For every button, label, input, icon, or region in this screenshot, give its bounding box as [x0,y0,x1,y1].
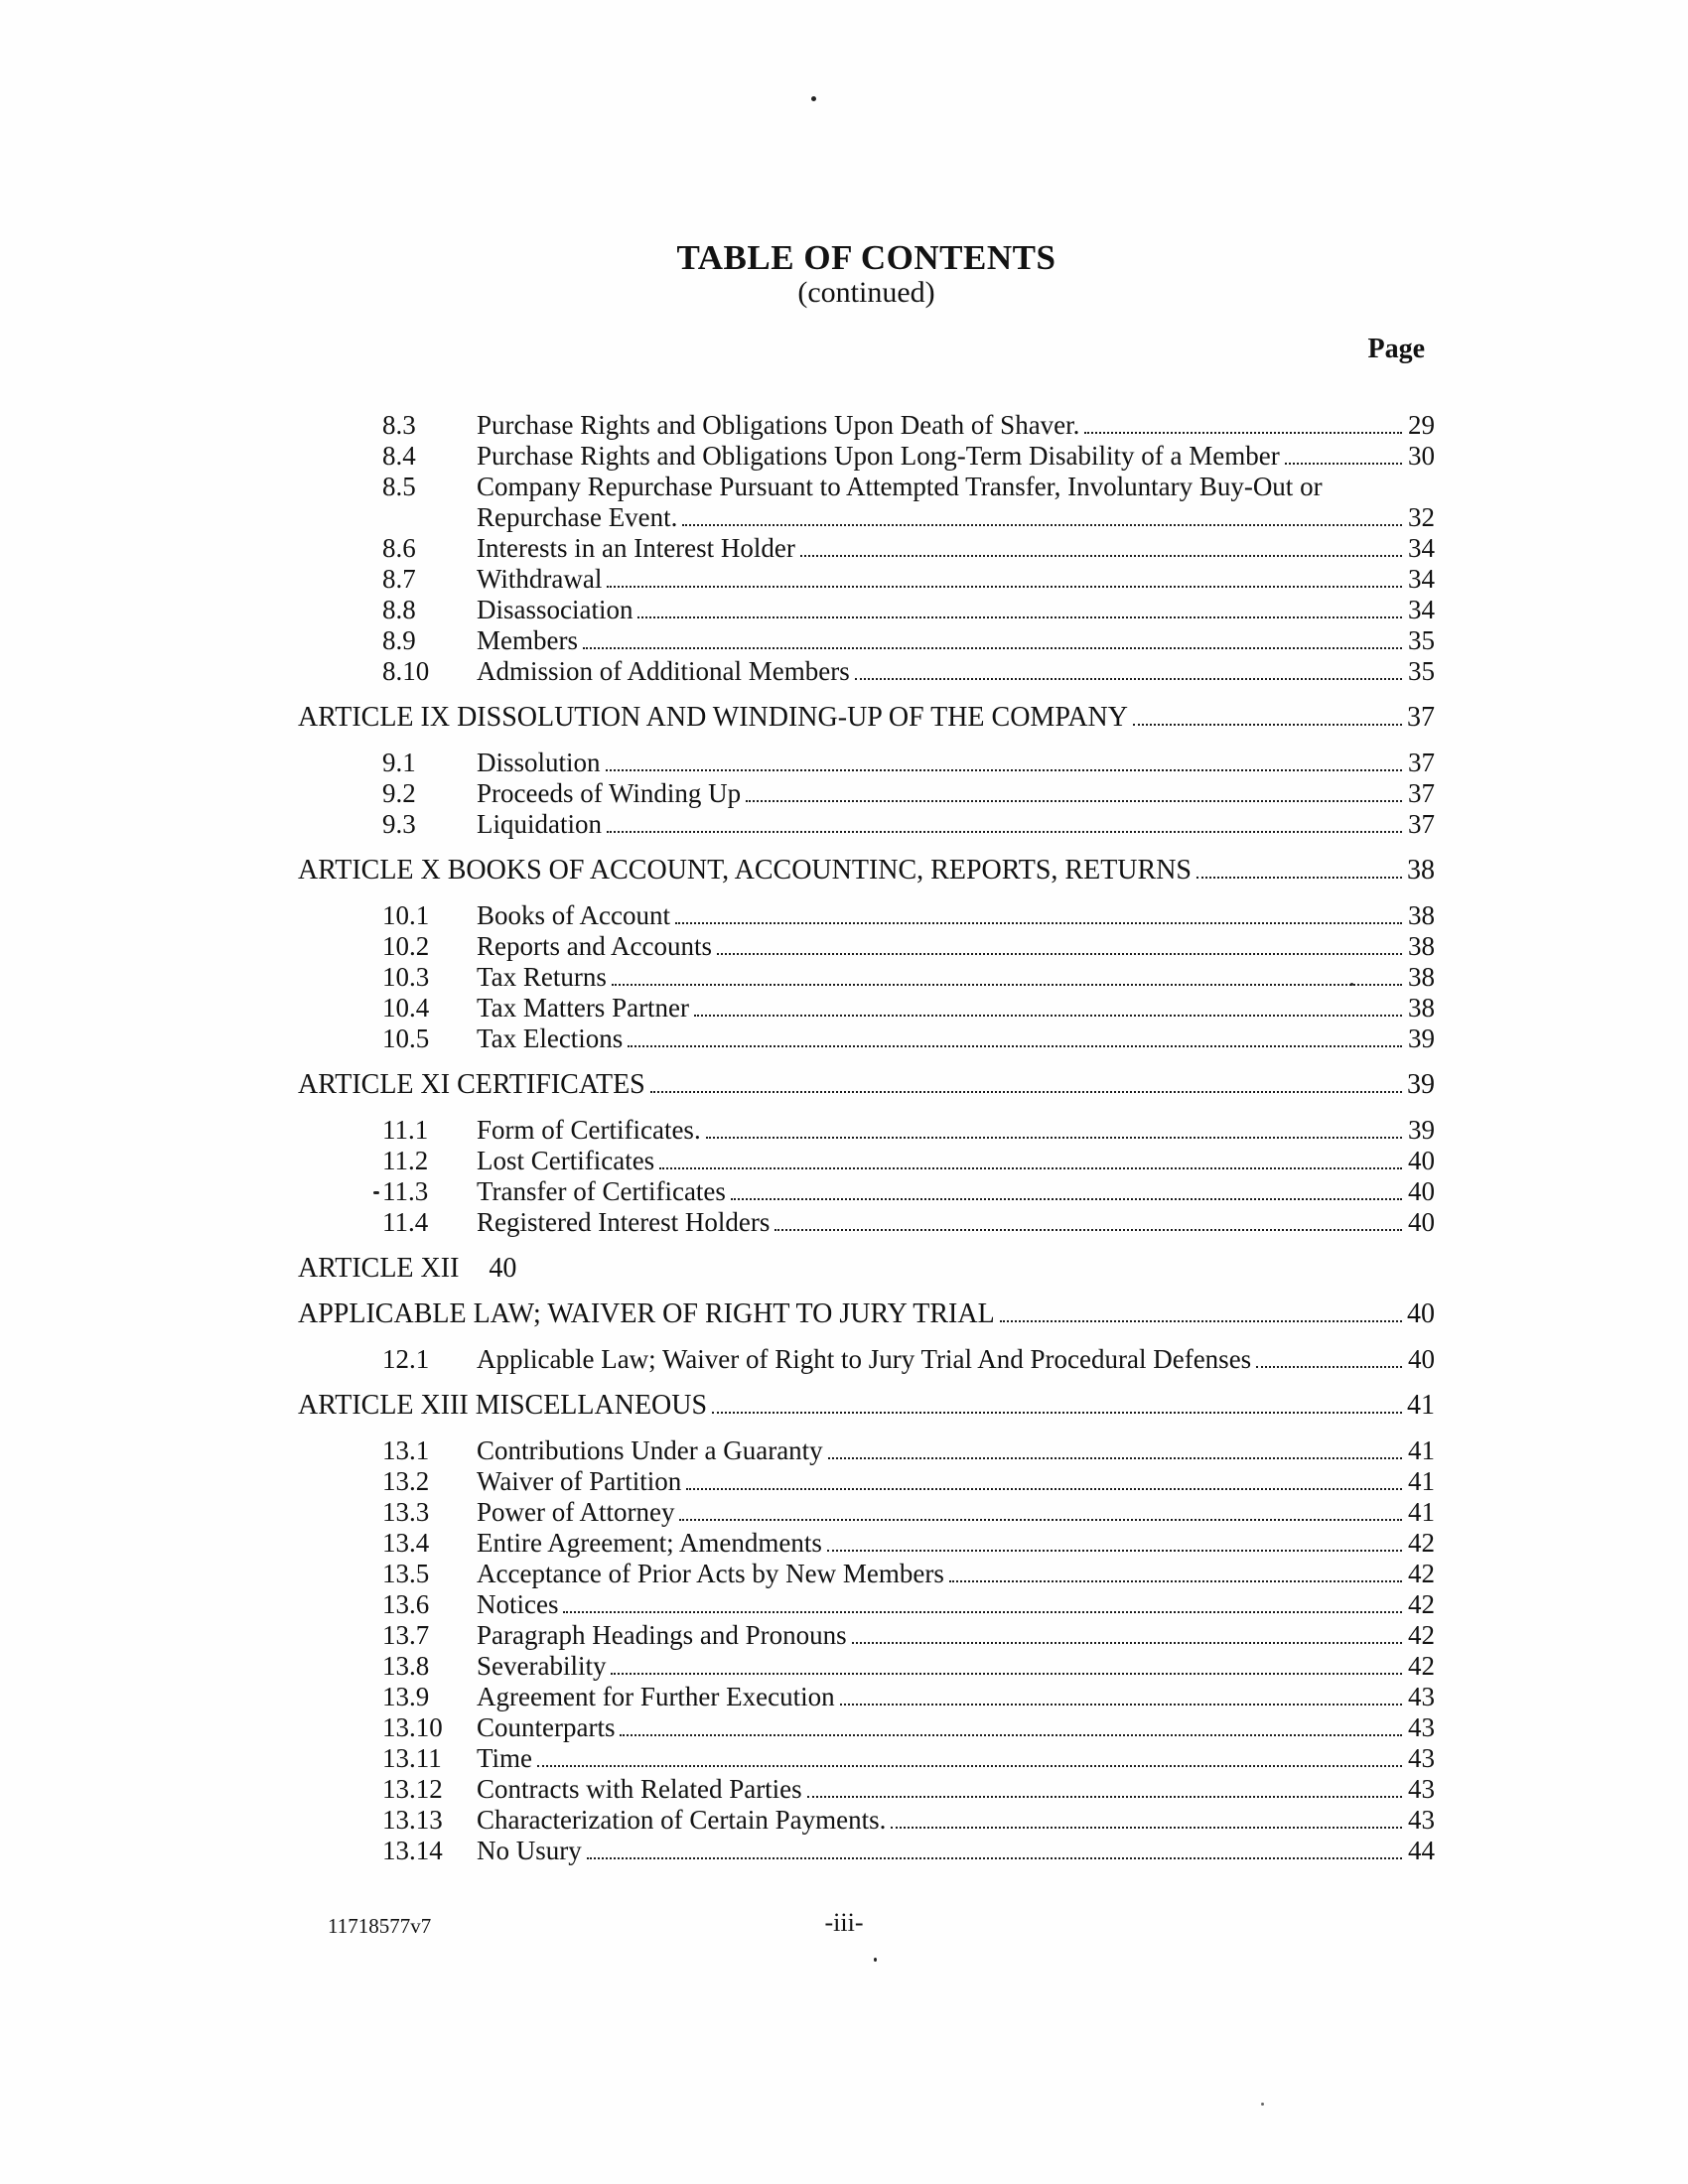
entry-page: 42 [1408,1651,1435,1681]
entry-title: Withdrawal [477,564,603,594]
toc-entry [298,962,1435,993]
entry-title: Entire Agreement; Amendments [477,1528,822,1558]
page-subtitle: (continued) [797,276,935,309]
entry-title: Company Repurchase Pursuant to Attempted Transfer, Involuntary Buy-Out or [477,472,1323,501]
toc-entry [298,1620,1435,1651]
dot-leader [1256,1366,1402,1368]
entry-number: 9.3 [382,809,416,839]
entry-number: 11.4 [382,1207,429,1237]
dot-leader [607,586,1402,588]
entry-title: Contracts with Related Parties [477,1774,802,1804]
entry-page: 30 [1408,441,1435,471]
article-title: ARTICLE XIII MISCELLANEOUS [298,1390,708,1421]
entry-page: 39 [1408,1024,1435,1053]
entry-number: 10.1 [382,900,430,930]
dot-leader [774,1229,1402,1231]
entry-page: 37 [1408,809,1435,839]
dot-leader [628,1045,1402,1047]
toc-entry [298,778,1435,809]
toc-entry [298,1207,1435,1238]
entry-number: 8.10 [382,656,430,686]
entry-number: 13.7 [382,1620,430,1650]
entry-title: Applicable Law; Waiver of Right to Jury Trial And Procedural Defenses [477,1344,1252,1374]
dot-leader [607,831,1402,833]
entry-title: Tax Returns [477,962,607,992]
entry-page: 38 [1408,931,1435,961]
scan-artifact [1350,983,1353,986]
article-title: ARTICLE XI CERTIFICATES [298,1069,645,1100]
dot-leader [686,1488,1402,1490]
entry-page: 40 [1408,1207,1435,1237]
entry-title: Counterparts [477,1712,616,1742]
entry-page: 43 [1408,1712,1435,1742]
entry-title: Lost Certificates [477,1146,655,1175]
footer-doc-number: 11718577v7 [328,1914,432,1938]
dot-leader [828,1457,1402,1459]
dot-leader [606,769,1402,771]
dot-leader [731,1198,1402,1200]
toc-article-heading [298,1390,1435,1421]
dot-leader [659,1167,1402,1169]
dot-leader [583,647,1402,649]
dot-leader [855,678,1402,680]
entry-number: 13.5 [382,1559,430,1588]
toc-entry [298,1743,1435,1774]
entry-page: 38 [1408,993,1435,1023]
page-column-label: Page [1367,334,1425,364]
entry-page: 43 [1408,1682,1435,1711]
dot-leader [1000,1320,1402,1322]
entry-title: Purchase Rights and Obligations Upon Long-Term Disability of a Member [477,441,1280,471]
toc-entry [298,1712,1435,1743]
entry-title: Repurchase Event. [477,502,678,532]
scan-artifact [874,1958,877,1962]
toc-entry [298,809,1435,840]
article-page: 37 [1407,702,1435,733]
dot-leader [800,555,1402,557]
entry-title: Admission of Additional Members [477,656,850,686]
toc-entry [298,1836,1435,1866]
toc-entry [298,595,1435,625]
toc-entry-continuation [298,502,1435,533]
entry-page: 40 [1408,1146,1435,1175]
toc-entry [298,1559,1435,1589]
entry-number: 13.14 [382,1836,443,1865]
entry-title: Transfer of Certificates [477,1176,726,1206]
dot-leader [949,1580,1402,1582]
entry-page: 43 [1408,1743,1435,1773]
dot-leader [712,1412,1402,1414]
entry-title: Notices [477,1589,559,1619]
article-title: APPLICABLE LAW; WAIVER OF RIGHT TO JURY TRIAL [298,1298,995,1329]
toc-article-heading [298,702,1435,733]
dot-leader [1285,463,1402,465]
entry-number: 13.12 [382,1774,443,1804]
toc-entry [298,1466,1435,1497]
entry-page: 34 [1408,533,1435,563]
dot-leader [637,616,1402,618]
entry-page: 34 [1408,595,1435,624]
entry-title: Paragraph Headings and Pronouns [477,1620,847,1650]
dot-leader [563,1611,1402,1613]
entry-title: Members [477,625,578,655]
entry-number: 11.2 [382,1146,429,1175]
entry-page: 37 [1408,748,1435,777]
toc-entry [298,1682,1435,1712]
entry-title: Registered Interest Holders [477,1207,771,1237]
entry-number: 13.10 [382,1712,443,1742]
entry-title: No Usury [477,1836,582,1865]
dot-leader [807,1796,1402,1798]
entry-page: 29 [1408,410,1435,440]
entry-number: 11.3 [382,1176,429,1206]
entry-title: Power of Attorney [477,1497,675,1527]
entry-title: Acceptance of Prior Acts by New Members [477,1559,944,1588]
entry-number: 10.5 [382,1024,430,1053]
entry-title: Waiver of Partition [477,1466,682,1496]
entry-number: 10.4 [382,993,430,1023]
toc-entry [298,1528,1435,1559]
toc-entry [298,1146,1435,1176]
article-title: ARTICLE XII [298,1253,460,1284]
entry-page: 41 [1408,1497,1435,1527]
entry-number: 8.5 [382,472,416,501]
dot-leader [852,1642,1402,1644]
entry-number: 8.4 [382,441,416,471]
toc-entry [298,1024,1435,1054]
entry-number: 13.6 [382,1589,430,1619]
entry-number: 8.6 [382,533,416,563]
entry-number: 13.8 [382,1651,430,1681]
dot-leader [611,1673,1402,1675]
toc-entry [298,1805,1435,1836]
entry-page: 35 [1408,656,1435,686]
entry-title: Interests in an Interest Holder [477,533,795,563]
scan-artifact [1261,2103,1264,2106]
entry-page: 38 [1408,900,1435,930]
dot-leader [587,1857,1402,1859]
toc-article-heading [298,1069,1435,1100]
dot-leader [706,1137,1402,1139]
entry-page: 40 [1408,1344,1435,1374]
entry-number: 13.11 [382,1743,442,1773]
article-title: ARTICLE IX DISSOLUTION AND WINDING-UP OF THE COMPANY [298,702,1128,733]
toc-entry [298,441,1435,472]
toc-entry [298,1344,1435,1375]
dot-leader [1133,724,1402,726]
toc-entry [298,472,1435,502]
toc-entry [298,1651,1435,1682]
dot-leader [827,1550,1402,1552]
toc-entry [298,564,1435,595]
dot-leader [840,1704,1402,1706]
toc-entry [298,1115,1435,1146]
toc-article-heading [298,1298,1435,1329]
article-page: 40 [489,1253,517,1284]
entry-number: 13.13 [382,1805,443,1835]
article-title: ARTICLE X BOOKS OF ACCOUNT, ACCOUNTINC, REPORTS, RETURNS [298,855,1192,886]
toc-entry [298,1435,1435,1466]
entry-page: 44 [1408,1836,1435,1865]
toc-entry [298,410,1435,441]
entry-title: Tax Matters Partner [477,993,690,1023]
dot-leader [717,953,1402,955]
entry-title: Agreement for Further Execution [477,1682,835,1711]
entry-page: 40 [1408,1176,1435,1206]
entry-number: 11.1 [382,1115,429,1145]
entry-title: Time [477,1743,533,1773]
scan-artifact [373,1191,379,1194]
entry-title: Form of Certificates. [477,1115,701,1145]
dot-leader [694,1015,1402,1017]
entry-number: 9.2 [382,778,416,808]
toc-article-heading-plain [298,1253,1435,1284]
dot-leader [891,1827,1402,1829]
article-page: 40 [1407,1298,1435,1329]
entry-page: 37 [1408,778,1435,808]
dot-leader [537,1765,1402,1767]
entry-number: 8.3 [382,410,416,440]
dot-leader [620,1734,1402,1736]
article-page: 41 [1407,1390,1435,1421]
toc-entry [298,1497,1435,1528]
dot-leader [1196,877,1402,879]
article-page: 39 [1407,1069,1435,1100]
dot-leader [1084,432,1402,434]
toc-entry [298,1774,1435,1805]
entry-page: 42 [1408,1589,1435,1619]
entry-number: 13.1 [382,1435,430,1465]
entry-page: 42 [1408,1620,1435,1650]
dot-leader [612,984,1402,986]
dot-leader [679,1519,1402,1521]
toc-entry [298,1176,1435,1207]
entry-page: 34 [1408,564,1435,594]
entry-number: 13.4 [382,1528,430,1558]
dot-leader [682,524,1402,526]
entry-number: 8.9 [382,625,416,655]
scan-artifact [811,96,816,101]
entry-title: Severability [477,1651,607,1681]
toc-entry [298,533,1435,564]
entry-page: 42 [1408,1559,1435,1588]
entry-page: 43 [1408,1805,1435,1835]
entry-title: Dissolution [477,748,601,777]
footer-page-number: -iii- [824,1908,864,1937]
entry-number: 13.2 [382,1466,430,1496]
toc-article-heading [298,855,1435,886]
toc-entry [298,656,1435,687]
entry-number: 10.3 [382,962,430,992]
dot-leader [746,800,1402,802]
entry-title: Purchase Rights and Obligations Upon Death of Shaver. [477,410,1080,440]
entry-page: 38 [1408,962,1435,992]
entry-page: 43 [1408,1774,1435,1804]
entry-page: 42 [1408,1528,1435,1558]
toc-entry [298,993,1435,1024]
entry-title: Reports and Accounts [477,931,712,961]
entry-number: 13.3 [382,1497,430,1527]
dot-leader [650,1091,1402,1093]
toc-entry [298,748,1435,778]
page-title: TABLE OF CONTENTS [676,238,1056,277]
entry-title: Disassociation [477,595,633,624]
entry-title: Books of Account [477,900,670,930]
toc-entry [298,625,1435,656]
toc-entry [298,900,1435,931]
entry-number: 8.8 [382,595,416,624]
article-page: 38 [1407,855,1435,886]
entry-page: 35 [1408,625,1435,655]
entry-page: 41 [1408,1466,1435,1496]
page-content [298,0,1435,1866]
entry-title: Contributions Under a Guaranty [477,1435,823,1465]
entry-number: 8.7 [382,564,416,594]
entry-title: Liquidation [477,809,602,839]
entry-number: 9.1 [382,748,416,777]
entry-title: Tax Elections [477,1024,624,1053]
entry-title: Characterization of Certain Payments. [477,1805,887,1835]
entry-page: 39 [1408,1115,1435,1145]
entry-page: 32 [1408,502,1435,532]
entry-number: 12.1 [382,1344,430,1374]
toc-entry [298,931,1435,962]
toc-entry [298,1589,1435,1620]
entry-title: Proceeds of Winding Up [477,778,742,808]
dot-leader [675,922,1402,924]
entry-number: 13.9 [382,1682,430,1711]
entry-number: 10.2 [382,931,430,961]
toc-list [298,410,1435,1866]
entry-page: 41 [1408,1435,1435,1465]
